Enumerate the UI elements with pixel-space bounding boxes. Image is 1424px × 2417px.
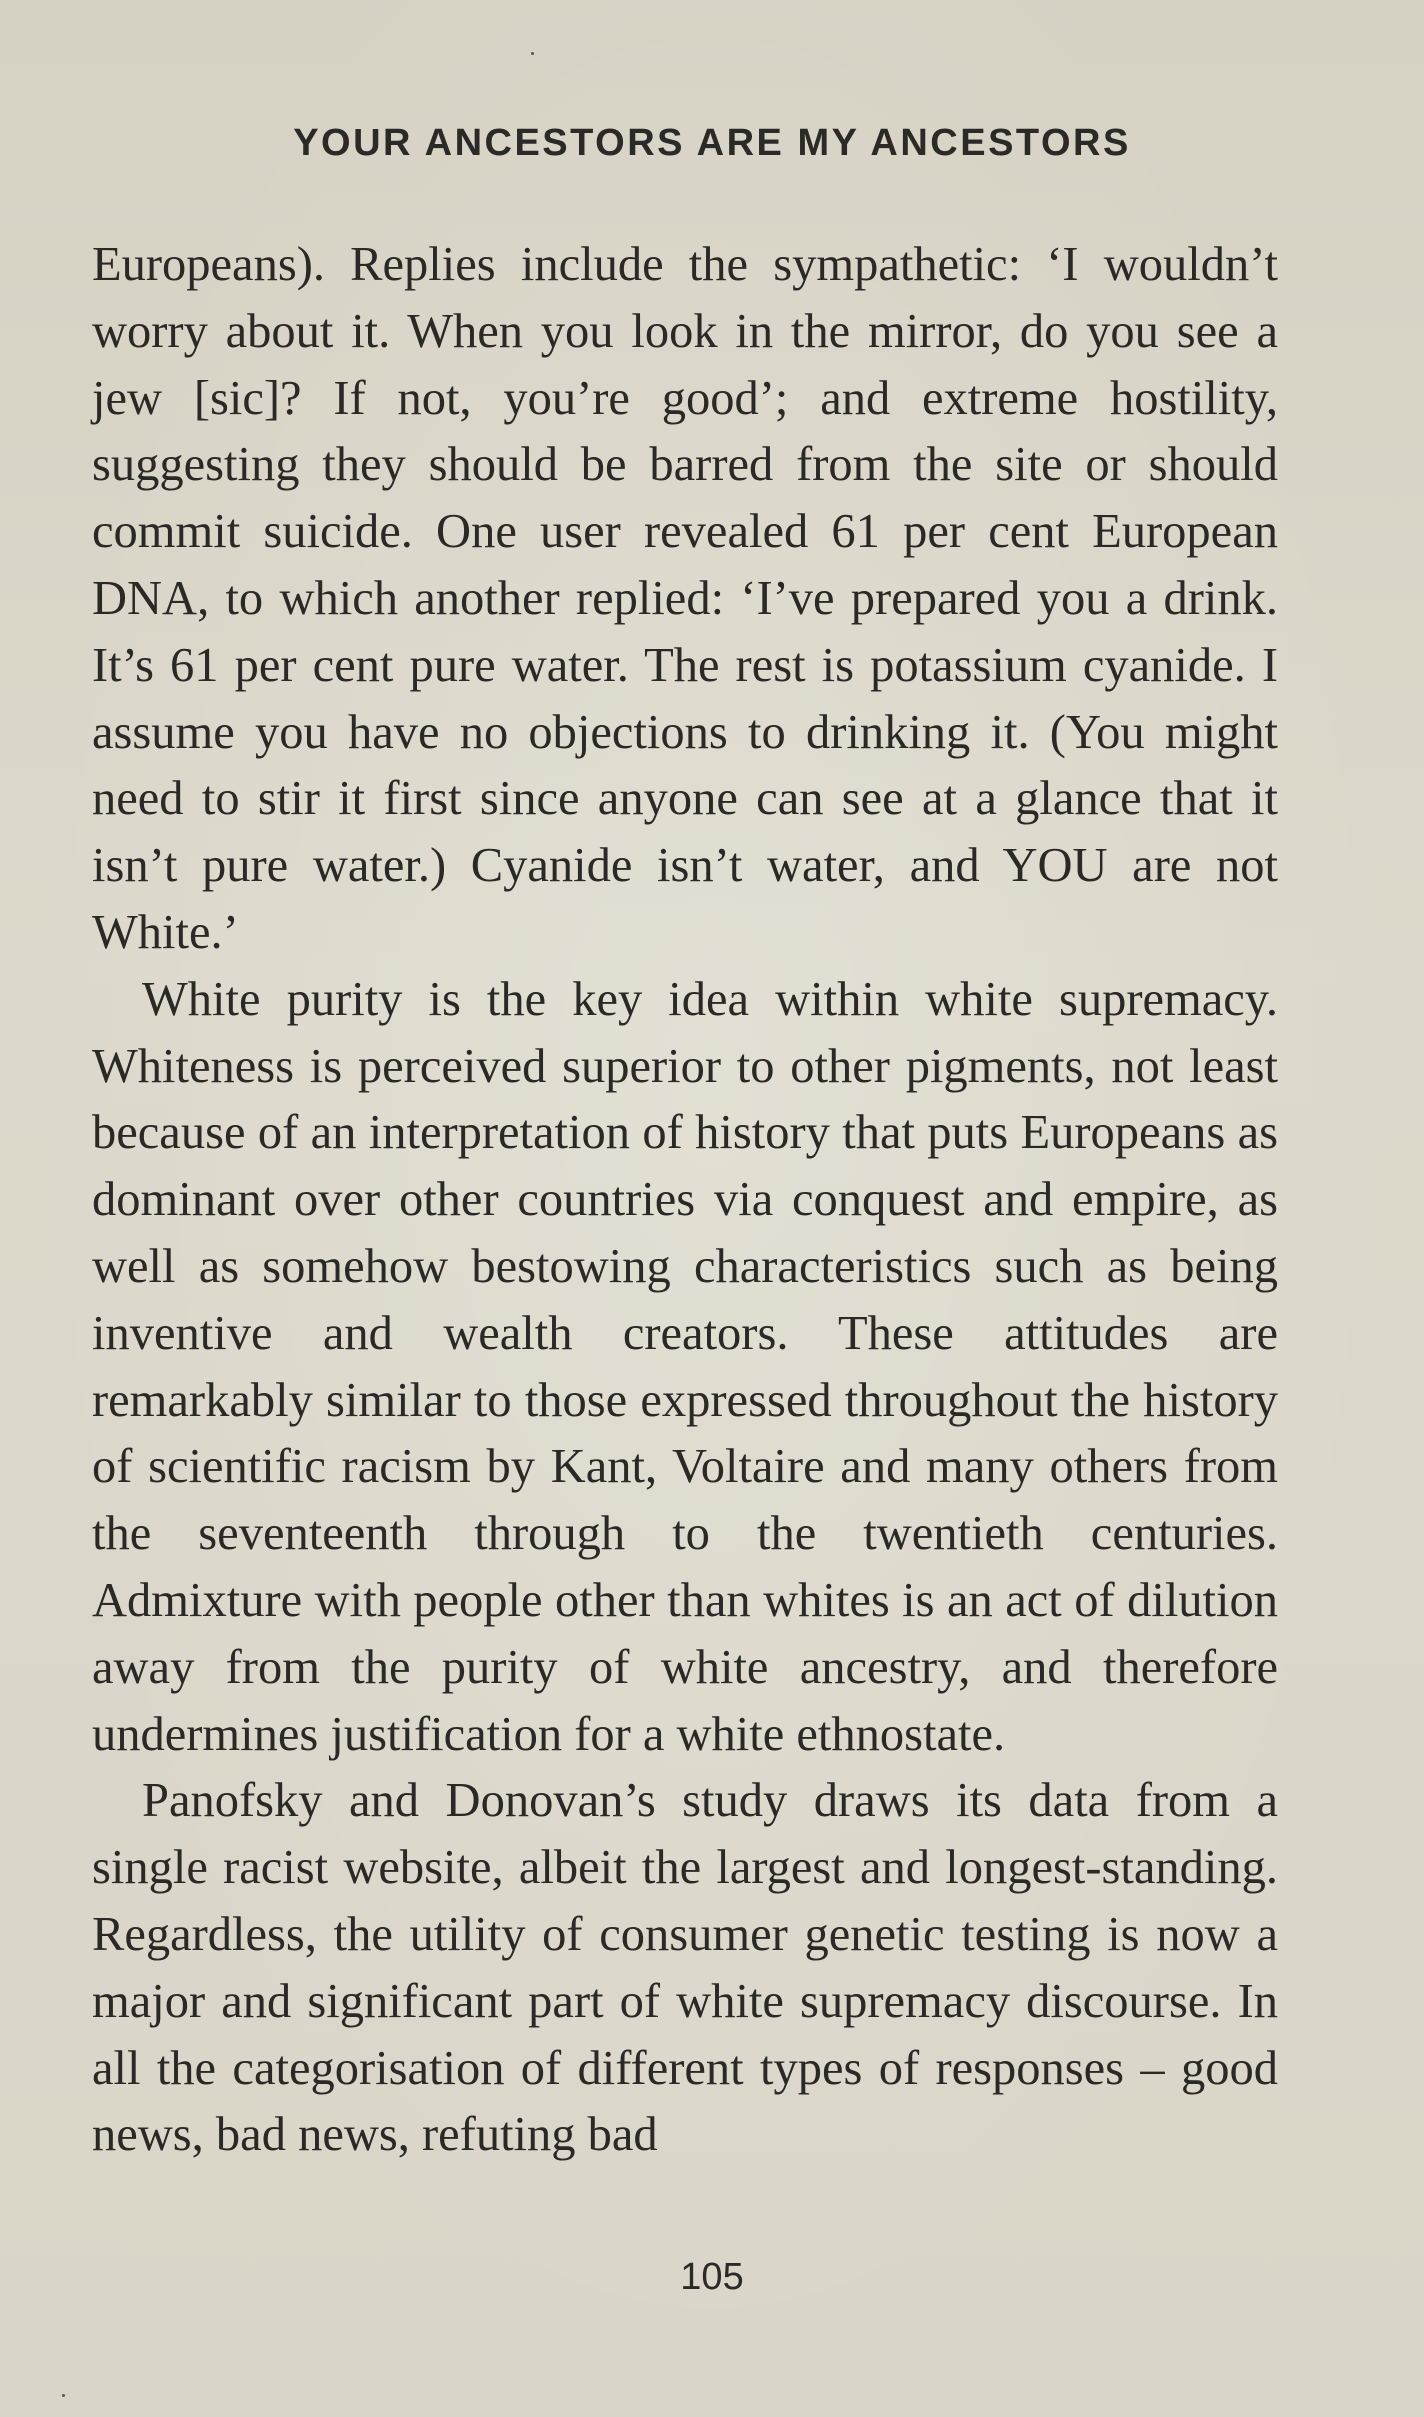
body-text — [92, 232, 1278, 2169]
paragraph-1: Europeans). Replies include the sympathetic: ‘I wouldn’t worry about it. When you look in the mirror, do you see a jew [sic]? If not, you’re good’; and extreme hostility, suggesting they should be barred from the site or should commit suicide. One user revealed 61 per cent European DNA, to which another replied: ‘I’ve prepared you a drink. It’s 61 per cent pure water. The rest is potassium cyanide. I assume you have no objections to drinking it. (You might need to stir it first since anyone can see at a glance that it isn’t pure water.) Cyanide isn’t water, and YOU are not White.’ — [92, 238, 1278, 959]
paper-speck — [62, 2394, 65, 2397]
running-head: YOUR ANCESTORS ARE MY ANCESTORS — [293, 122, 1131, 164]
paper-speck — [531, 52, 534, 55]
page-number: 105 — [680, 2256, 744, 2298]
paragraph-3: Panofsky and Donovan’s study draws its data from a single racist website, albeit the largest and longest-standing. Regardless, the utility of consumer genetic testing is now a major and significant part of white supremacy discourse. In all the categorisation of different types of responses – good news, bad news, refuting bad — [92, 1774, 1278, 2162]
paragraph-2: White purity is the key idea within white supremacy. Whiteness is perceived superior to other pigments, not least because of an interpretation of history that puts Europeans as dominant over other countries via conquest and empire, as well as somehow bestowing characteristics such as being inventive and wealth creators. These attitudes are remarkably similar to those expressed throughout the history of scientific racism by Kant, Voltaire and many others from the seventeenth through to the twentieth centuries. Admixture with people other than whites is an act of dilution away from the purity of white ancestry, and therefore undermines justification for a white ethnostate. — [92, 972, 1278, 1761]
